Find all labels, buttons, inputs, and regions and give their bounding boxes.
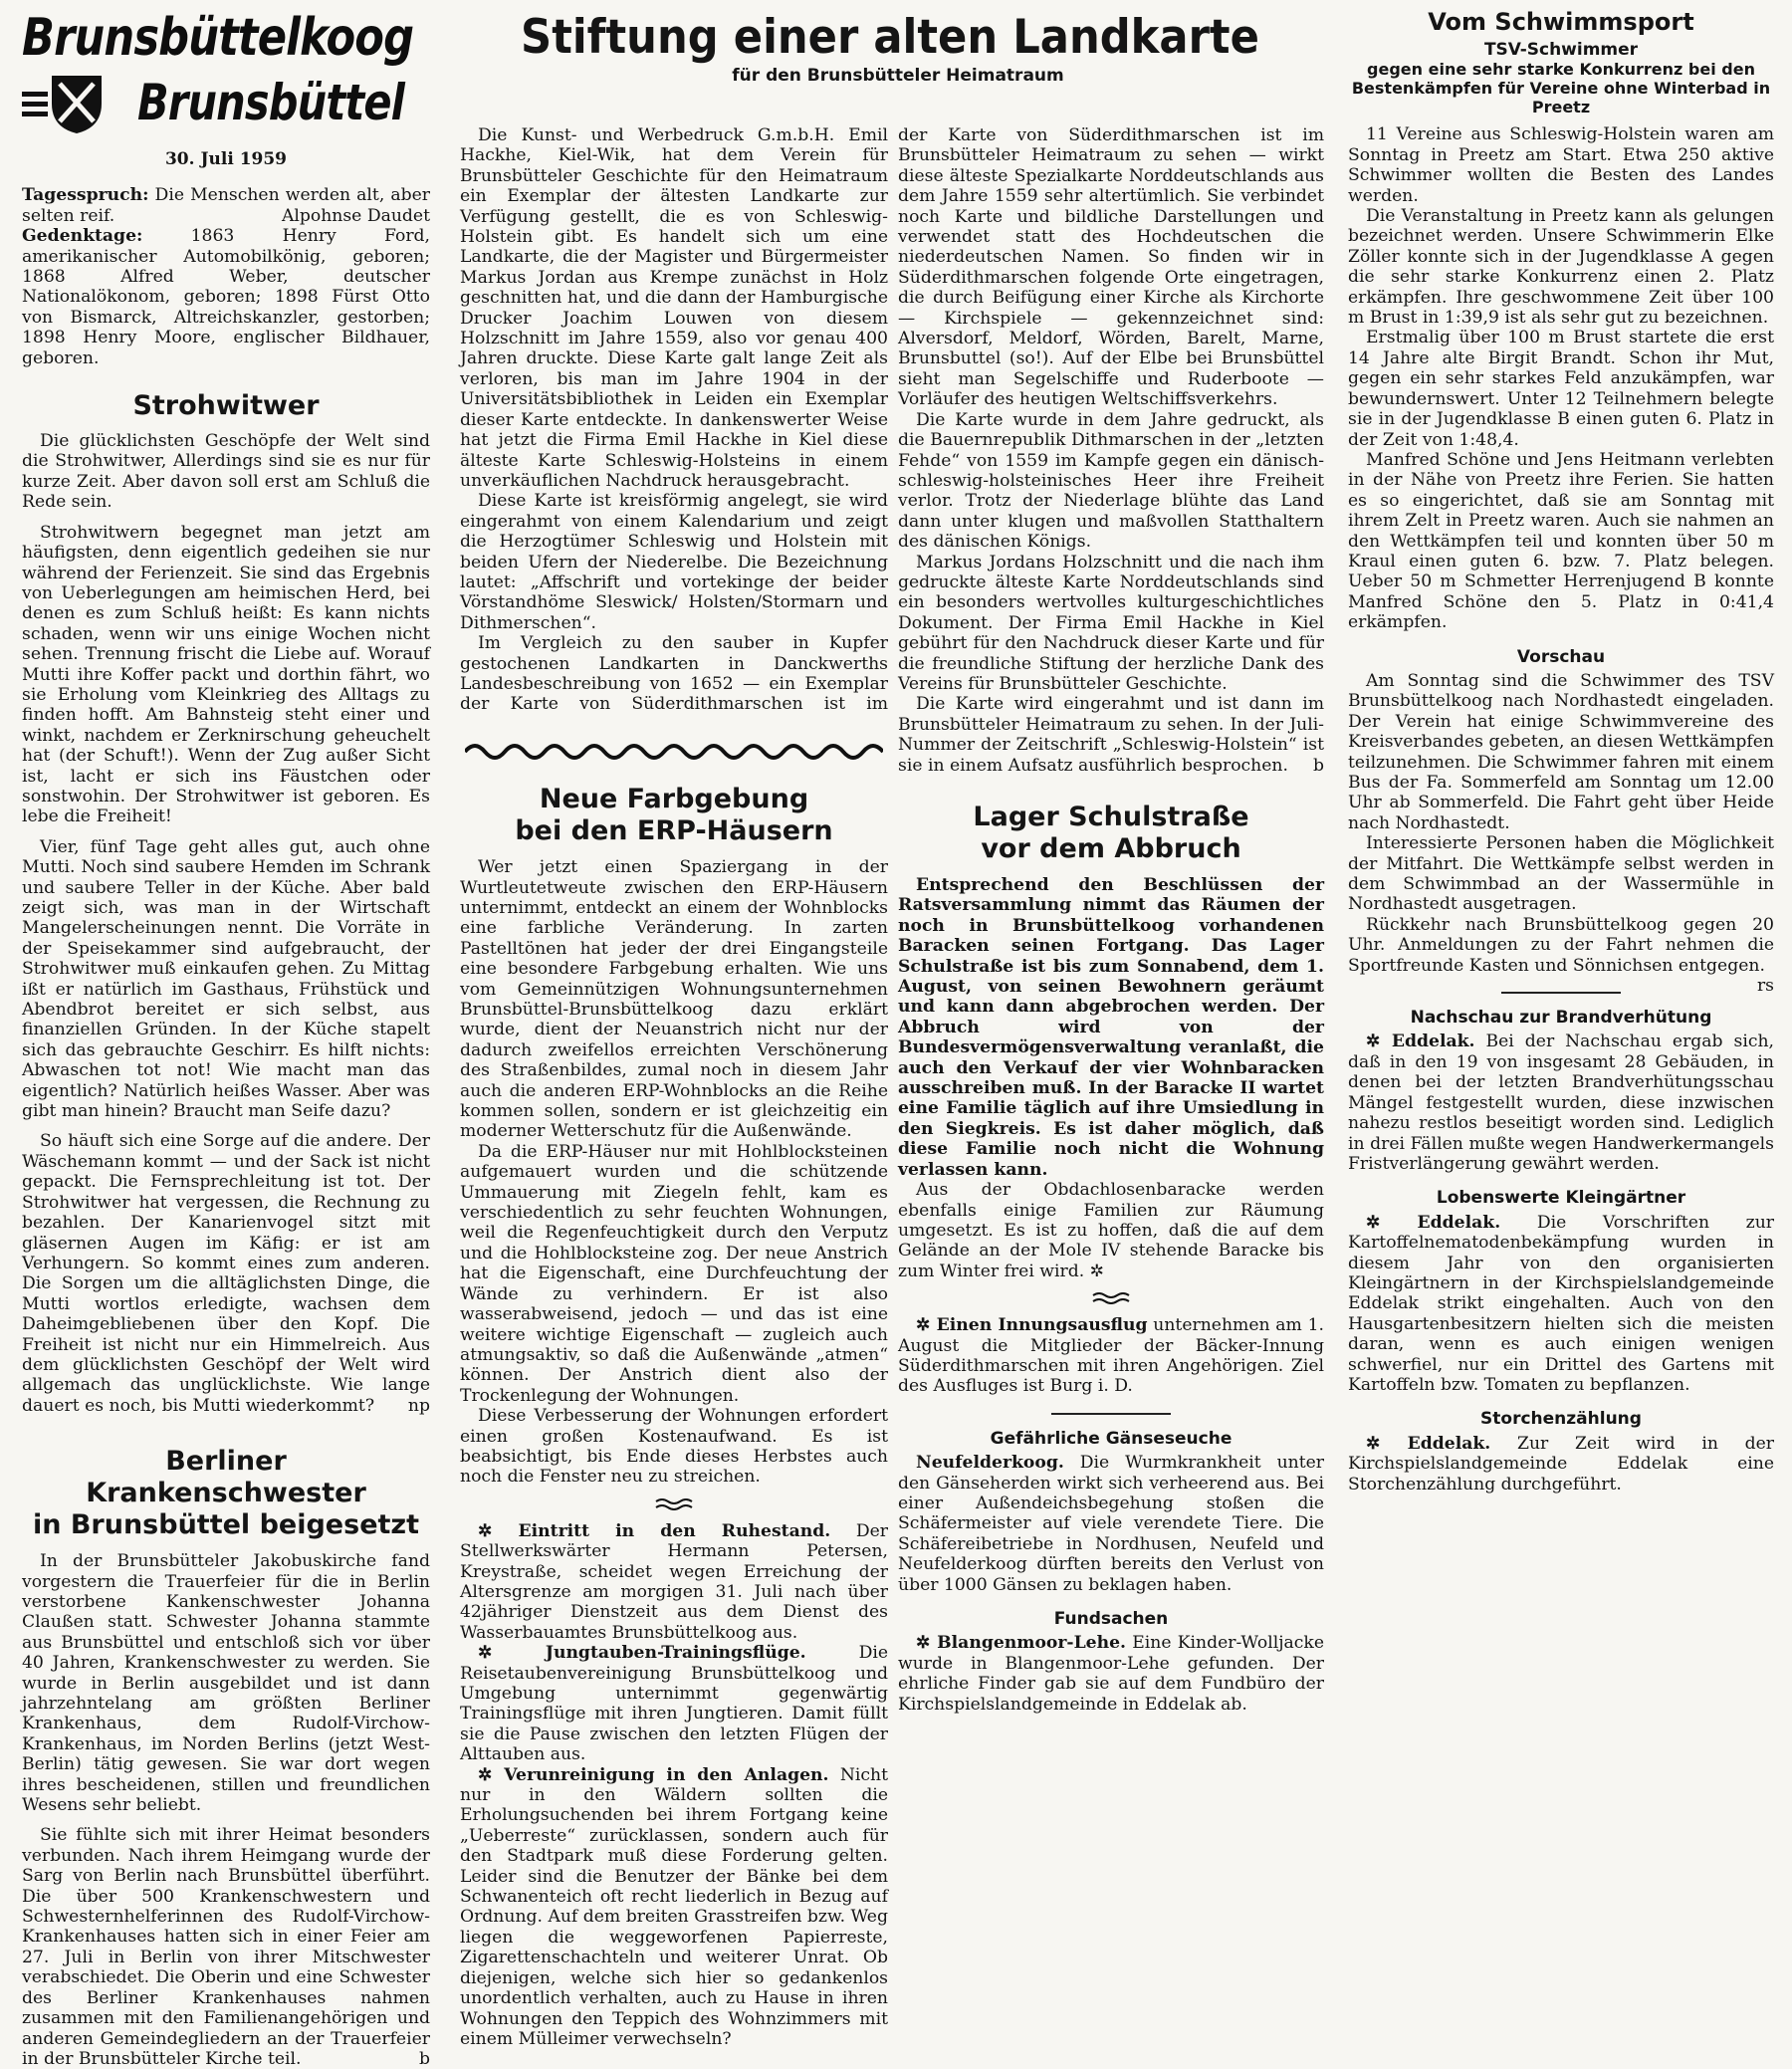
- eddelak-item: [1348, 1032, 1774, 1174]
- farbgebung-paragraph: Da die ERP-Häuser nur mit Hohlblocksteinen aufgemauert wurden und die schützende Ummauerung mit Ziegeln fehlt, kam es verschiedentlich zu sehr feuchten Wohnungen, weil die Regenfeuchtigkeit durch den Verputz und die Hohlblocksteine zog. Der neue Anstrich hat die Eigenschaft, eine Durchfeuchtung der Wände zu verhindern. Er ist also wasserabweisend, jedoch — und das ist eine weitere wichtige Eigenschaft — zugleich auch atmungsaktiv, so daß die Außenwände „atmen“ können. Der Anstrich dient also der Trockenlegung der Wohnungen.: [460, 1141, 888, 1406]
- gaenseseuche-text: Die Wurmkrankheit unter den Gänseherden wirkt sich verheerend aus. Bei einer Außendeichsbegehung stoßen die Schäfermeister auf viele verendete Tiere. Die Schäfereibetriebe in Nordhusen, Neufeld und Neufelderkoog dürften bereits den Verlust von über 1000 Gänsen zu beklagen haben.: [898, 1453, 1324, 1595]
- crest-icon: [22, 70, 131, 135]
- strohwitwer-paragraph: [22, 1131, 430, 1416]
- strohwitwer-paragraph: Strohwitwern begegnet man jetzt am häufigsten, denn eigentlich gedeihen sie nur während der Ferienzeit. Sie sind das Ergebnis von Ueberlegungen am heimischen Herd, bei denen es zum Schluß heißt: Es kann nichts schaden, wenn wir uns einige Wochen nicht sehen. Trennung frischt die Liebe auf. Worauf Mutti ihre Koffer packt und dorthin fährt, wo sie Erholung vom Kleinkrieg des Alltags zu finden hofft. Am Bahnsteig steht einer und winkt, nachdem er Zerknirschung geheuchelt hat (der Schuft!). Wenn der Zug außer Sicht ist, lacht er sich ins Fäustchen oder sonstwohin. Der Strohwitwer ist geboren. Es lebe die Freiheit!: [22, 522, 430, 827]
- mini-ornament: [654, 1497, 694, 1511]
- schwimmsport-signature: rs: [1756, 976, 1774, 997]
- headline-line: Neue Farbgebung: [539, 784, 809, 815]
- krankenschwester-paragraph-text: Sie fühlte sich mit ihrer Heimat besonders verbunden. Nach ihrem Heimgang wurde der Sarg von Berlin nach Brunsbüttel überführt. Die über 500 Krankenschwestern und Schwesternhelferinnen des Rudolf-Virchow-Krankenhauses hatten sich in einer Feier am 27. Juli in Berlin von ihrer Mitschwester verabschiedet. Die Oberin und eine Schwester des Berliner Krankenhauses nahmen zusammen mit den Familienangehörigen und anderen Gemeindegliedern an der Trauerfeier in der Brunsbütteler Kirche teil.: [22, 1825, 430, 2069]
- masthead-title: Brunsbüttelkoog: [22, 8, 414, 68]
- star-icon: ✲: [478, 1520, 519, 1541]
- innung-lead: Einen Innungsausflug: [936, 1315, 1148, 1336]
- heading-vorschau: Vorschau: [1516, 646, 1606, 667]
- headline-line: Berliner Krankenschwester: [86, 1446, 366, 1509]
- landkarte-signature: b: [1312, 755, 1324, 776]
- issue-date: 30. Juli 1959: [164, 149, 288, 169]
- column-4: [1348, 8, 1774, 1494]
- heading-kleingaertner: Lobenswerte Kleingärtner: [1436, 1188, 1686, 1209]
- subhead-konkurrenz: gegen eine sehr starke Konkurrenz bei den Bestenkämpfen für Vereine ohne Winterbad in Preetz: [1351, 60, 1771, 117]
- heading-gaenseseuche: Gefährliche Gänseseuche: [990, 1428, 1232, 1449]
- kurz-item: [460, 1765, 888, 2050]
- divider: [1501, 992, 1621, 994]
- headline-line: in Brunsbüttel beigesetzt: [32, 1509, 420, 1541]
- landkarte-paragraph: Die Kunst- und Werbedruck G.m.b.H. Emil Hackhe, Kiel-Wik, hat dem Verein für Brunsbütteler Geschichte für den Heimatraum ein Exemplar der ältesten Landkarte zur Verfügung gestellt, die es von Schleswig-Holstein gibt. Es handelt sich um eine Landkarte, die der Magister und Bürgermeister Markus Jordan aus Krempe zunächst in Holz geschnitten hat, und die dann der Hamburgische Drucker Joachim Louwen von diesem Holzschnitt im Jahre 1559, also vor genau 400 Jahren druckte. Diese Karte galt lange Zeit als verloren, bis man im Jahre 1904 in der Universitätsbibliothek in Leiden ein Exemplar dieser Karte entdeckte. In dankenswerter Weise hat jetzt die Firma Emil Hackhe in Kiel diese älteste Karte Schleswig-Holsteins in einem unverkäuflichen Nachdruck herausgebracht.: [460, 125, 888, 491]
- eddelak-dateline: Eddelak.: [1417, 1212, 1501, 1233]
- gedenktage-text: 1863 Henry Ford, amerikanischer Automobilkönig, geboren; 1868 Alfred Weber, deutscher Nationalökonom, geboren; 1898 Fürst Otto von Bismarck, Altreichskanzler, gestorben; 1898 Henry Moore, englischer Bildhauer, geboren.: [22, 226, 430, 368]
- gedenktage-label: Gedenktage:: [22, 226, 143, 247]
- innung-item: [898, 1315, 1324, 1397]
- strohwitwer-paragraph-text: So häuft sich eine Sorge auf die andere. Der Wäschemann kommt — und der Sack ist nicht gepackt. Die Fernsprechleitung ist tot. Der Strohwitwer hat vergessen, die Rechnung zu bezahlen. Der Kanarienvogel sitzt mit gläsernen Augen im Käfig: er ist am Verhungern. So kommt eines zum anderen. Die Sorgen um die alltäglichsten Dinge, die Mutti wortlos erledigte, wachsen dem Daheimgebliebenen über den Kopf. Die Freiheit ist nicht nur ein Himmelreich. Aus dem glücklichsten Geschöpf der Welt wird allgemach das unglücklichste. Wie lange dauert es noch, bis Mutti wiederkommt?: [22, 1131, 430, 1416]
- column-3: [898, 125, 1324, 1715]
- gaenseseuche-dateline: Neufelderkoog.: [916, 1453, 1064, 1474]
- tagesspruch-label: Tagesspruch:: [22, 185, 149, 206]
- eddelak-text: Die Vorschriften zur Kartoffelnematodenbekämpfung wurden in diesem Jahr von den organisierten Kleingärtnern in der Kirchspielslandgemeinde Eddelak strikt eingehalten. Auch von den Hausgartenbesitzern hielten sich die meisten daran, wenn es auch einigen wenigen schwerfiel, nur ein Drittel des Gartens mit Kartoffeln bzw. Tomaten zu bepflanzen.: [1348, 1212, 1774, 1395]
- landkarte-paragraph: Markus Jordans Holzschnitt und die nach ihm gedruckte älteste Karte Norddeutschlands sind ein besonders wertvolles kulturgeschichtliches Dokument. Der Firma Emil Hackhe in Kiel gebührt für den Nachdruck dieser Karte und für die freundliche Stiftung der herzliche Dank des Vereins für Brunsbütteler Geschichte.: [898, 552, 1324, 694]
- kurz-lead: Eintritt in den Ruhestand.: [518, 1520, 831, 1541]
- lager-paragraph: [898, 1180, 1324, 1281]
- tagesspruch-text: Die Menschen werden alt, aber selten reif.: [22, 185, 430, 226]
- fundsachen-dateline: Blangenmoor-Lehe.: [937, 1633, 1127, 1654]
- strohwitwer-signature: np: [407, 1395, 430, 1416]
- kurz-item: [460, 1521, 888, 1643]
- star-icon: ✲: [478, 1643, 546, 1664]
- tagesspruch: [22, 185, 430, 226]
- column-2: [460, 125, 888, 2049]
- schwimmsport-paragraph: Manfred Schöne und Jens Heitmann verlebten in der Nähe von Preetz ihre Ferien. Sie hatten es so eingerichtet, daß sie am Sonntag mit ihrem Zelt in Preetz waren. Auch sie nahmen an den Wettkämpfen teil und konnten über 50 m Kraul einen guten 6. bzw. 7. Platz belegen. Ueber 50 m Schmetter Herrenjugend B konnte Manfred Schöne den 5. Platz in 0:41,4 erkämpfen.: [1348, 449, 1774, 633]
- headline-krankenschwester: [22, 1446, 430, 1541]
- kurz-lead: Jungtauben-Trainingsflüge.: [545, 1643, 806, 1664]
- masthead-subtitle: Brunsbüttel: [137, 74, 405, 131]
- vorschau-paragraph: Am Sonntag sind die Schwimmer des TSV Brunsbüttelkoog nach Nordhastedt eingeladen. Der Verein hat einige Schwimmvereine des Kreisverbandes gebeten, an diesen Wettkämpfen teilzunehmen. Die Schwimmer fahren mit einem Bus der Fa. Sommerfeld am Sonntag um 12.00 Uhr ab Sommerfeld. Die Fahrt geht über Heide nach Nordhastedt.: [1348, 670, 1774, 833]
- headline-landkarte: Stiftung einer alten Landkarte: [521, 10, 1259, 65]
- headline-line: Lager Schulstraße: [973, 802, 1249, 832]
- headline-lager: [898, 802, 1324, 865]
- masthead-row: [22, 70, 430, 135]
- column-2-header: [460, 8, 1336, 100]
- landkarte-paragraph: [898, 694, 1324, 776]
- star-icon: ✲: [1366, 1433, 1408, 1454]
- headline-line: bei den ERP-Häusern: [515, 815, 833, 847]
- strohwitwer-paragraph: Vier, fünf Tage geht alles gut, auch ohne Mutti. Noch sind saubere Hemden im Schrank und saubere Teller in der Küche. Aber bald zeigt sich, was man in der Wirtschaft Mangelerscheinungen nennt. Die Vorräte in der Speisekammer sind aufgebraucht, der Strohwitwer muß einkaufen gehen. Zu Mittag ißt er natürlich im Gasthaus, Frühstück und Abendbrot bereitet er sich selbst, aus finanziellen Gründen. In der Küche stapelt sich das gebrauchte Geschirr. Es hilft nichts: Abwaschen tot not! Wie macht man das eigentlich? Natürlich heißes Wasser. Aber was gibt man hinein? Braucht man Seife dazu?: [22, 836, 430, 1122]
- headline-schwimmsport: Vom Schwimmsport: [1428, 8, 1694, 36]
- fundsachen-item: [898, 1633, 1324, 1715]
- eddelak-item: [1348, 1434, 1774, 1494]
- kurz-text: Die Reisetaubenvereinigung Brunsbüttelkoog und Umgebung unternimmt gegenwärtig Trainingsflüge mit ihren Jungtieren. Damit füllt sie die Pause zwischen den letzten Flügen der Alttauben aus.: [460, 1643, 889, 1765]
- krankenschwester-signature: b: [418, 2048, 430, 2069]
- gedenktage: [22, 226, 430, 368]
- eddelak-item: [1348, 1213, 1774, 1396]
- kurz-item: [460, 1643, 888, 1764]
- kurz-text: Nicht nur in den Wäldern sollten die Erholungsuchenden bei ihrem Fortgang keine „Ueberreste“ zurücklassen, sondern auch für den Stadtpark muß diese Forderung gelten. Leider sind die Benutzer der Bänke bei dem Schwanenteich oft recht liederlich in Bezug auf Ordnung. Auf dem breiten Grasstreifen bzw. Weg liegen die weggeworfenen Papierreste, Zigarettenschachteln und weiterer Unrat. Ob diejenigen, welche sich hier so gedankenlos unordentlich verhalten, auch zu Hause in ihren Wohnungen den Teppich des Wohnzimmers mit einem Mülleimer verwechseln?: [460, 1764, 889, 2049]
- landkarte-continued: der Karte von Süderdithmarschen ist im Brunsbütteler Heimatraum zu sehen — wirkt diese älteste Spezialkarte Norddeutschlands aus dem Jahre 1559 sehr altertümlich. Sie verbindet noch Karte und bildliche Darstellungen und verwendet statt des Hochdeutschen die niederdeutschen Namen. So finden wir in Süderdithmarschen folgende Orte eingetragen, die durch Beifügung einer Kirche als Kirchorte — Kirchspiele — gekennzeichnet sind: Alversdorf, Meldorf, Wörden, Barelt, Marne, Brunsbuttel (so!). Auf der Elbe bei Brunsbüttel sieht man Segelschiffe und Ruderboote — Vorläufer des heutigen Weltschiffsverkehrs.: [898, 125, 1324, 410]
- vorschau-paragraph: [1348, 914, 1774, 997]
- heading-storchenzaehlung: Storchenzählung: [1480, 1409, 1642, 1430]
- landkarte-paragraph-text: Die Karte wird eingerahmt und ist dann im Brunsbütteler Heimatraum zu sehen. In der Juli-Nummer der Zeitschrift „Schleswig-Holstein“ ist sie in einem Aufsatz ausführlich besprochen.: [898, 694, 1324, 776]
- krankenschwester-paragraph: [22, 1825, 430, 2069]
- kurz-lead: Verunreinigung in den Anlagen.: [504, 1764, 829, 1785]
- farbgebung-paragraph: Wer jetzt einen Spaziergang in der Wurtleutetweute zwischen den ERP-Häusern unternimmt, entdeckt an einem der Wohnblocks eine farbliche Veränderung. In zarten Pastelltönen hat jeder der drei Eingangsteile eine besondere Farbgebung erhalten. Wie uns vom Gemeinnützigen Wohnungsunternehmen Brunsbüttel-Brunsbüttelkoog dazu erklärt wurde, dient der Neuanstrich nicht nur der dadurch zweifellos erreichten Verschönerung des Straßenbildes, zumal noch in diesem Jahr auch die anderen ERP-Wohnblocks an die Reihe kommen sollen, sondern er ist gleichzeitig ein moderner Wetterschutz für die Außenwände.: [460, 857, 888, 1142]
- subhead-tsv: TSV-Schwimmer: [1483, 40, 1639, 60]
- innung-text: unternehmen am 1. August die Mitglieder der Bäcker-Innung Süderdithmarschen mit ihren Angehörigen. Ziel des Ausfluges ist Burg i. D.: [898, 1315, 1324, 1397]
- star-icon: ✲: [1366, 1212, 1418, 1233]
- landkarte-paragraph: Die Karte wurde in dem Jahre gedruckt, als die Bauernrepublik Dithmarschen in der „letzten Fehde“ von 1559 im Kampfe gegen ein dänisch-schleswig-holsteinisches Heer ihre Freiheit verlor. Trotz der Niederlage blühte das Land dann unter klugen und maßvollen Statthaltern des dänischen Königs.: [898, 409, 1324, 553]
- kurz-text: Der Stellwerkswärter Hermann Petersen, Kreystraße, scheidet wegen Erreichung der Altersgrenze am morgigen 31. Juli nach über 42jähriger Dienstzeit aus dem Dienst des Wasserbauamtes Brunsbüttelkoog aus.: [460, 1520, 888, 1643]
- fundsachen-text: Eine Kinder-Wolljacke wurde in Blangenmoor-Lehe gefunden. Der ehrliche Finder gab sie auf dem Fundbüro der Kirchspielslandgemeinde in Eddelak ab.: [898, 1633, 1324, 1715]
- tagesspruch-author: Alpohnse Daudet: [281, 205, 430, 226]
- headline-strohwitwer: Strohwitwer: [132, 390, 320, 422]
- column-1: [22, 8, 430, 2069]
- eddelak-text: Zur Zeit wird in der Kirchspielslandgemeinde Eddelak eine Storchenzählung durchgeführt.: [1348, 1433, 1774, 1494]
- krankenschwester-paragraph: In der Brunsbütteler Jakobuskirche fand vorgestern die Trauerfeier für die in Berlin verstorbene Kankenschwester Johanna Claußen statt. Schwester Johanna stammte aus Brunsbüttel und entschloß sich vor über 40 Jahren, Krankenschwester zu werden. Sie wurde in Berlin ausgebildet und ist dann jahrzehntelang am größten Berliner Krankenhaus, dem Rudolf-Virchow-Krankenhaus, im Norden Berlins (jetzt West-Berlin) tätig gewesen. Sie war dort wegen ihres bescheidenen, stillen und freundlichen Wesens sehr beliebt.: [22, 1551, 430, 1816]
- heading-brandverhuetung: Nachschau zur Brandverhütung: [1410, 1008, 1712, 1029]
- star-icon: ✲: [916, 1633, 938, 1654]
- vorschau-paragraph-text: Rückkehr nach Brunsbüttelkoog gegen 20 Uhr. Anmeldungen zu der Fahrt nehmen die Sportfreunde Kasten und Sönnichsen entgegen.: [1348, 914, 1774, 976]
- headline-line: vor dem Abbruch: [981, 833, 1241, 864]
- heading-fundsachen: Fundsachen: [1053, 1609, 1169, 1629]
- lager-lead: Entsprechend den Beschlüssen der Ratsversammlung nimmt das Räumen der noch in Brunsbüttelkoog vorhandenen Baracken seinen Fortgang. Das Lager Schulstraße ist bis zum Sonnabend, dem 1. August, von seinen Bewohnern geräumt und kann dann abgebrochen werden. Der Abbruch wird von der Bundesvermögensverwaltung veranlaßt, die auch den Verkauf der vier Wohnbaracken ausschreiben muß. In der Baracke II wartet eine Familie täglich auf ihre Umsiedlung in den Siegkreis. Es ist daher möglich, daß diese Familie noch nicht die Wohnung verlassen kann.: [898, 875, 1324, 1180]
- headline-farbgebung: [460, 784, 888, 847]
- star-icon: ✲: [1089, 1261, 1105, 1281]
- star-icon: ✲: [1366, 1032, 1392, 1052]
- gaenseseuche-item: [898, 1453, 1324, 1595]
- eddelak-dateline: Eddelak.: [1407, 1433, 1491, 1454]
- strohwitwer-paragraph: Die glücklichsten Geschöpfe der Welt sind die Strohwitwer, Allerdings sind sie es nur für kurze Zeit. Aber davon soll erst am Schluß die Rede sein.: [22, 431, 430, 513]
- ornament-divider: [465, 740, 883, 764]
- subheadline-landkarte: für den Brunsbütteler Heimatraum: [732, 66, 1064, 86]
- landkarte-paragraph: Diese Karte ist kreisförmig angelegt, sie wird eingerahmt von einem Kalendarium und zeigt die Herzogtümer Schleswig und Holstein mit beiden Ufern der Niederelbe. Die Bezeichnung lautet: „Affschrift und vortekinge der beider Vörstandhöme Sleswick/ Holsten/Stormarn und Dithmerschen“.: [460, 491, 888, 633]
- mini-ornament: [1091, 1291, 1131, 1305]
- farbgebung-paragraph: Diese Verbesserung der Wohnungen erfordert einen großen Kostenaufwand. Es ist beabsichtigt, bis Ende dieses Herbstes auch noch die Fenster neu zu streichen.: [460, 1406, 888, 1488]
- landkarte-paragraph: Im Vergleich zu den sauber in Kupfer gestochenen Landkarten in Danckwerths Landesbeschreibung von 1652 — ein Exemplar der Karte von Süderdithmarschen ist im: [460, 633, 888, 715]
- star-icon: ✲: [916, 1315, 937, 1336]
- eddelak-text: Bei der Nachschau ergab sich, daß in den 19 von insgesamt 28 Gebäuden, in denen bei der letzten Brandverhütungsschau Mängel festgestellt wurden, diese inzwischen nahezu restlos beseitigt worden sind. Lediglich in drei Fällen mußte wegen Handwerkermangels Fristverlängerung gewährt werden.: [1348, 1032, 1774, 1174]
- schwimmsport-paragraph: Die Veranstaltung in Preetz kann als gelungen bezeichnet werden. Unsere Schwimmerin Elke Zöller konnte sich in der Jugendklasse A gegen die sehr starke Konkurrenz einen 2. Platz erkämpfen. Ihre geschwommene Zeit über 100 m Brust in 1:39,9 ist als sehr gut zu bezeichnen.: [1348, 206, 1774, 329]
- divider: [1051, 1413, 1171, 1415]
- eddelak-dateline: Eddelak.: [1391, 1032, 1475, 1052]
- schwimmsport-paragraph: 11 Vereine aus Schleswig-Holstein waren am Sonntag in Preetz am Start. Etwa 250 aktive Schwimmer wollten die Besten des Landes werden.: [1348, 124, 1774, 206]
- star-icon: ✲: [478, 1764, 505, 1785]
- lager-paragraph-text: Aus der Obdachlosenbaracke werden ebenfalls einige Familien zur Räumung umgesetzt. Es ist zu hoffen, daß die auf dem Gelände an der Mole IV stehende Baracke bis zum Winter frei wird.: [898, 1180, 1324, 1281]
- vorschau-paragraph: Interessierte Personen haben die Möglichkeit der Mitfahrt. Die Wettkämpfe selbst werden in dem Schwimmbad an der Wassermühle in Nordhastedt ausgetragen.: [1348, 833, 1774, 915]
- schwimmsport-paragraph: Erstmalig über 100 m Brust startete die erst 14 Jahre alte Birgit Brandt. Schon ihr Mut, gegen ein sehr starkes Feld anzukämpfen, war bewundernswert. Unter 12 Teilnehmern belegte sie in der Jugendklasse B einen guten 6. Platz in der Zeit von 1:48,4.: [1348, 328, 1774, 450]
